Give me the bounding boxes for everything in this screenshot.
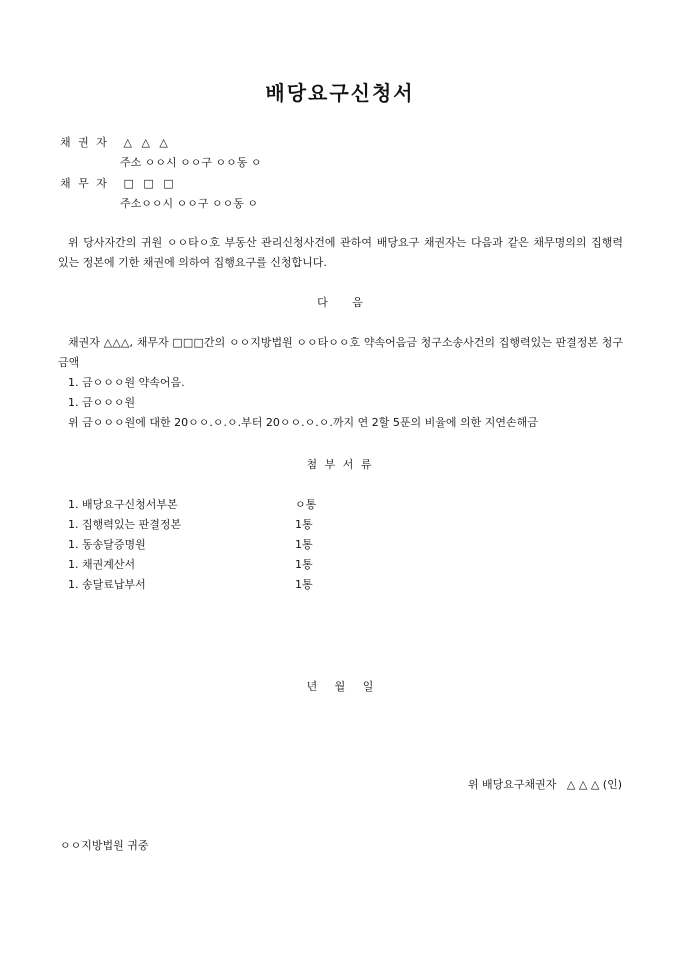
attachment-name: 1. 동송달증명원 bbox=[68, 538, 146, 551]
creditor-label: 채 권 자 bbox=[60, 136, 109, 149]
court-addressee: ㅇㅇ지방법원 귀중 bbox=[60, 839, 149, 852]
attachment-name: 1. 채권계산서 bbox=[68, 558, 136, 571]
debtor-name: □ □ □ bbox=[123, 177, 177, 190]
attachment-name: 1. 송달료납부서 bbox=[68, 578, 146, 591]
attachment-qty: 1통 bbox=[295, 558, 313, 571]
creditor-row bbox=[60, 134, 171, 150]
attachment-name: 1. 집행력있는 판결정본 bbox=[68, 518, 182, 531]
signature-line: 위 배당요구채권자 △ △ △ (인) bbox=[467, 778, 622, 791]
claim-interest-line: 위 금ㅇㅇㅇ원에 대한 20ㅇㅇ.ㅇ.ㅇ.부터 20ㅇㅇ.ㅇ.ㅇ.까지 연 2할 5푼의 비율에 의한 지연손해금 bbox=[68, 416, 538, 429]
da-eum-heading: 다 음 bbox=[317, 296, 363, 309]
creditor-address: 주소 ㅇㅇ시 ㅇㅇ구 ㅇㅇ동 ㅇ bbox=[120, 156, 262, 169]
attachments-heading: 첨 부 서 류 bbox=[306, 458, 374, 471]
debtor-label: 채 무 자 bbox=[60, 177, 109, 190]
claim-item: 1. 금ㅇㅇㅇ원 약속어음. bbox=[68, 376, 185, 389]
debtor-address: 주소ㅇㅇ시 ㅇㅇ구 ㅇㅇ동 ㅇ bbox=[120, 197, 259, 210]
page-title: 배당요구신청서 bbox=[265, 81, 415, 105]
attachment-qty: 1통 bbox=[295, 578, 313, 591]
attachment-name: 1. 배당요구신청서부본 bbox=[68, 498, 178, 511]
attachment-qty: 1통 bbox=[295, 538, 313, 551]
date-line: 년 월 일 bbox=[306, 680, 374, 693]
creditor-name: △ △ △ bbox=[123, 136, 171, 149]
attachment-qty: 1통 bbox=[295, 518, 313, 531]
intro-paragraph: 위 당사자간의 귀원 ㅇㅇ타ㅇ호 부동산 관리신청사건에 관하여 배당요구 채권자는 다음과 같은 채무명의의 집행력 있는 정본에 기한 채권에 의하여 집행요구를 신청합니다. bbox=[58, 236, 623, 269]
claim-item: 1. 금ㅇㅇㅇ원 bbox=[68, 396, 136, 409]
attachment-qty: ㅇ통 bbox=[295, 498, 317, 511]
debtor-row bbox=[60, 175, 177, 191]
detail-paragraph: 채권자 △△△, 채무자 □□□간의 ㅇㅇ지방법원 ㅇㅇ타ㅇㅇ호 약속어음금 청구소송사건의 집행력있는 판결정본 청구금액 bbox=[58, 336, 623, 369]
